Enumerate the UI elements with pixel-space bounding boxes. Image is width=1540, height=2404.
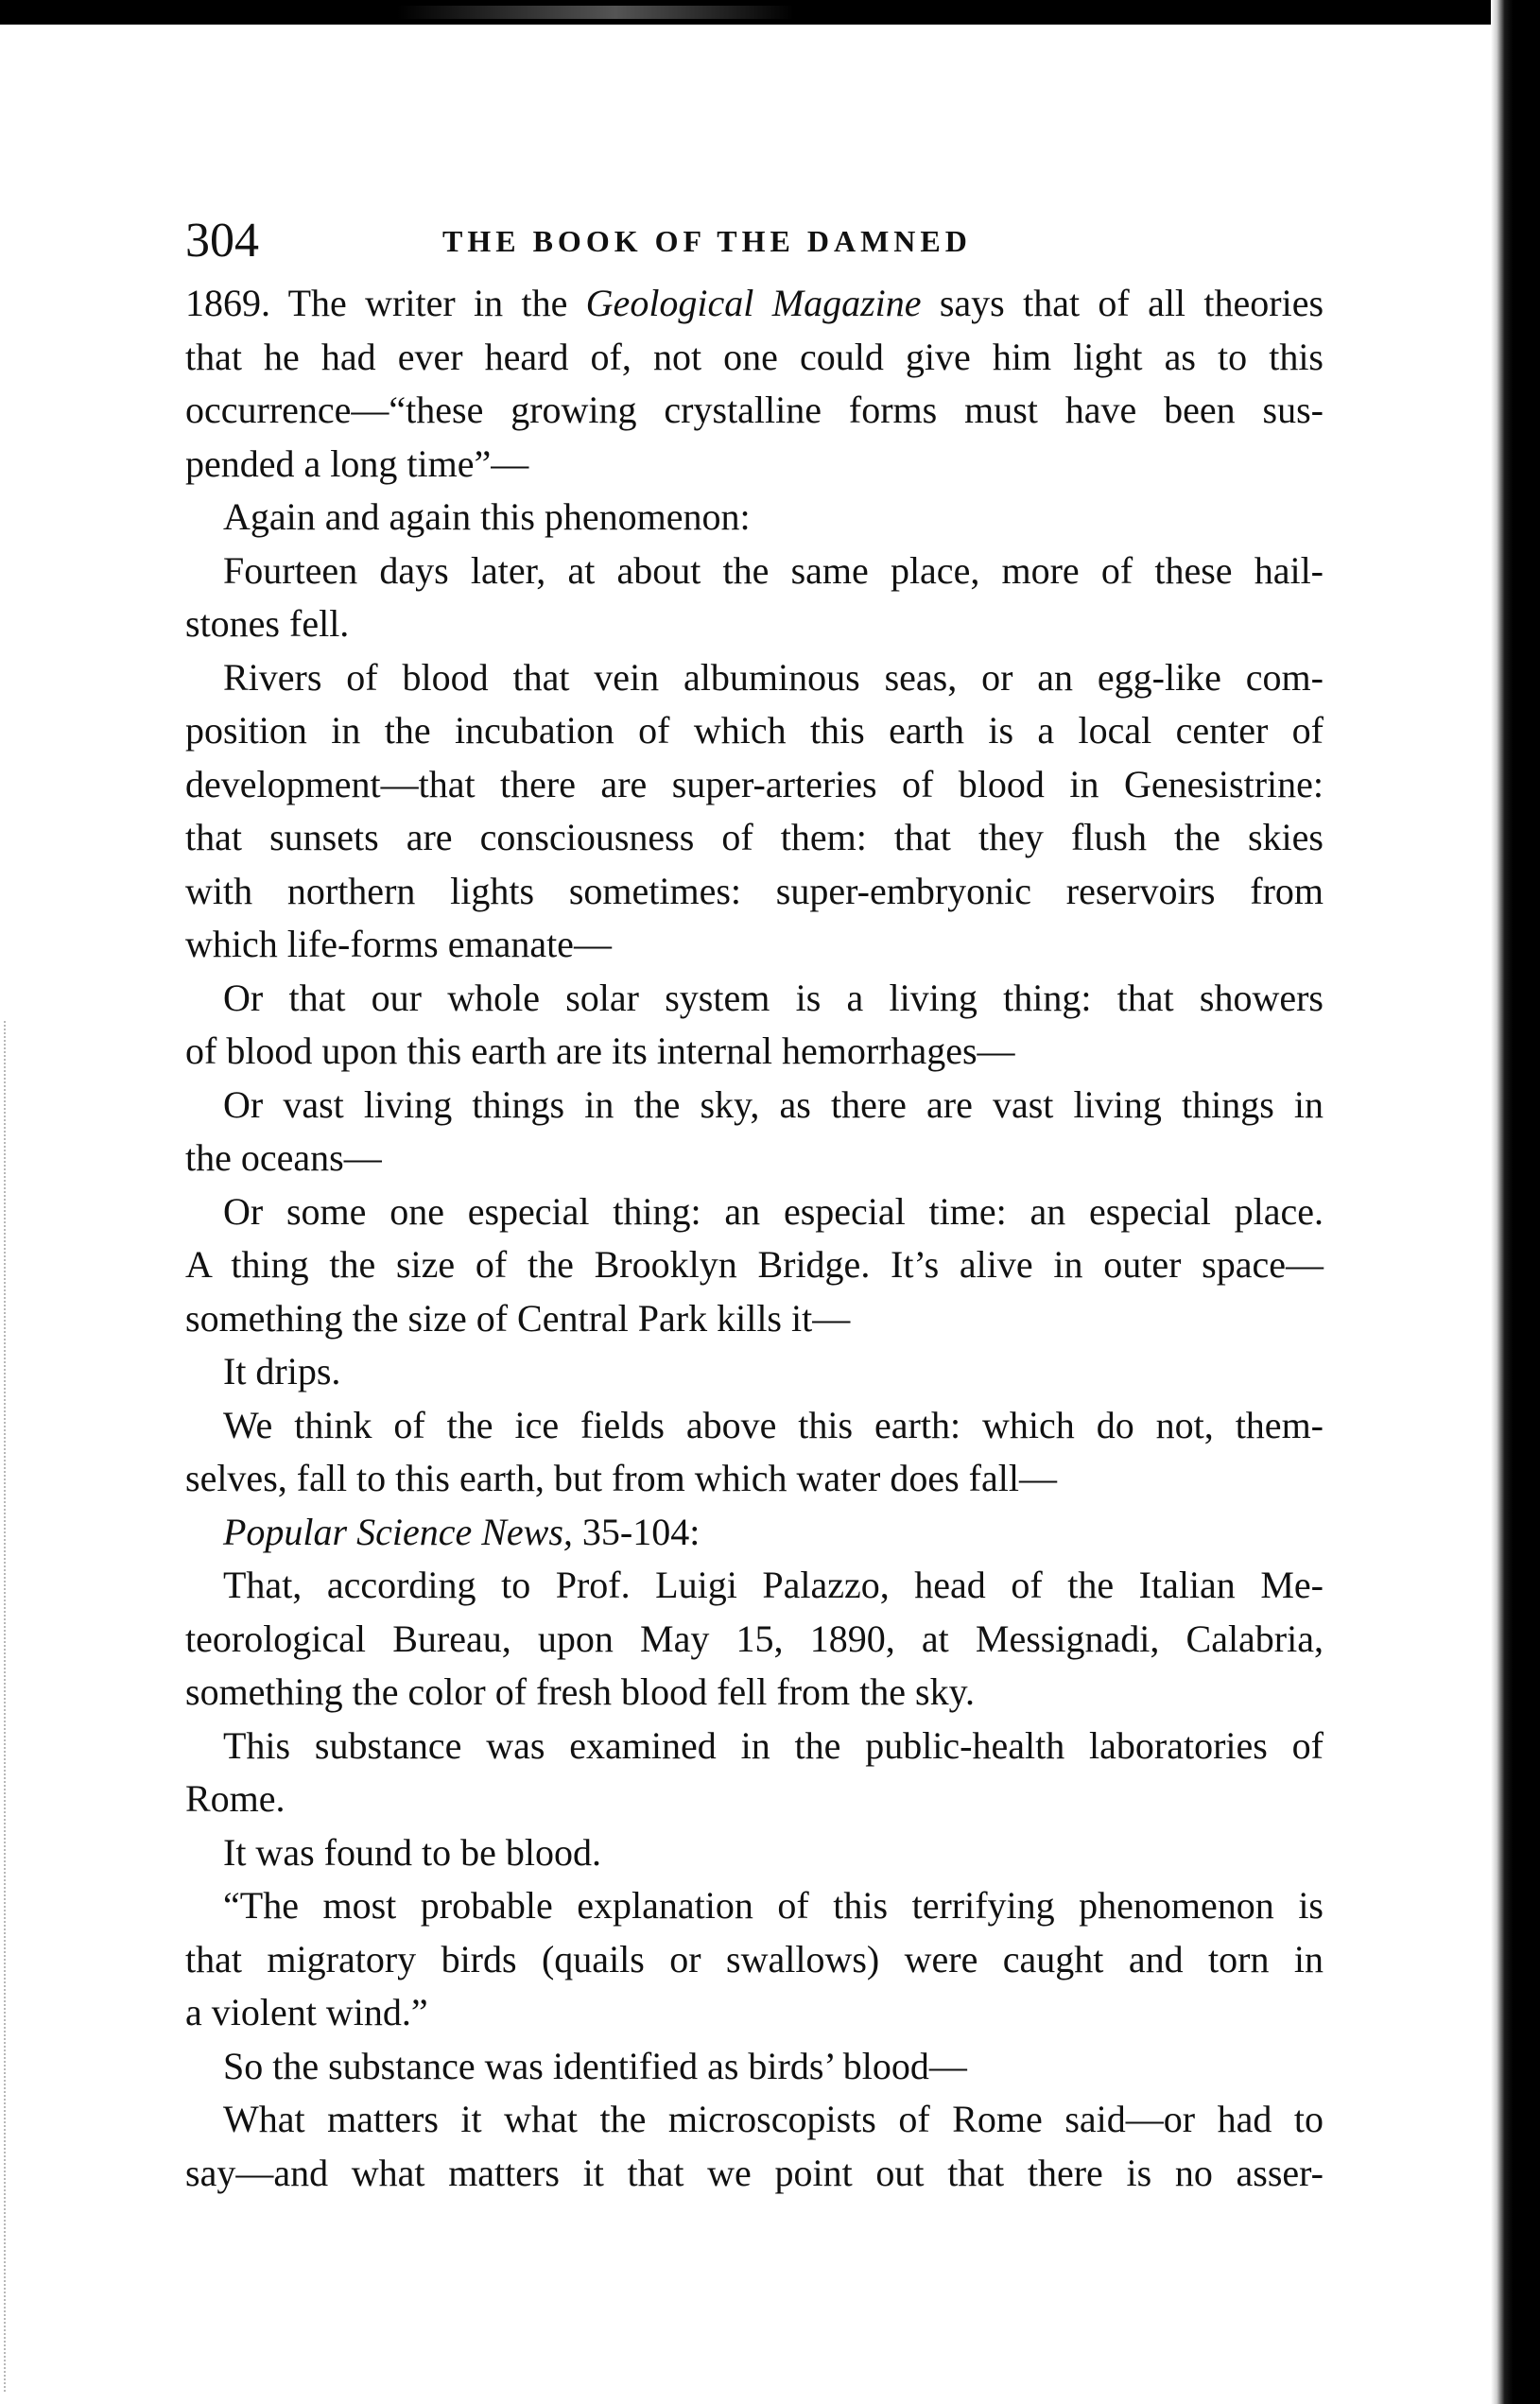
paragraph-2 (185, 491, 1324, 545)
text-line: stones fell. (185, 602, 350, 645)
text-line (185, 277, 1324, 331)
text-line: Rivers of blood that vein albuminous seas, or an egg-like com- (223, 655, 1324, 699)
text-line: We think of the ice fields above this earth: which do not, them- (223, 1403, 1324, 1446)
text-line: of blood upon this earth are its internal hemorrhages— (185, 1029, 1015, 1072)
paragraph-9 (185, 1399, 1324, 1506)
text-line: teorological Bureau, upon May 15, 1890, at Messignadi, Calabria, (185, 1617, 1324, 1660)
scan-left-margin (4, 1021, 8, 2392)
running-title: THE BOOK OF THE DAMNED (442, 224, 972, 258)
text-line: It drips. (223, 1350, 341, 1392)
text-span: 1869. The writer in the (185, 282, 586, 324)
text-line: Fourteen days later, at about the same place, more of these hail- (223, 548, 1324, 592)
text-line: What matters it what the microscopists of Rome said—or had to (223, 2098, 1324, 2140)
paragraph-15 (185, 2040, 1324, 2094)
text-line: which life-forms emanate— (185, 923, 612, 965)
text-line: selves, fall to this earth, but from which water does fall— (185, 1457, 1057, 1499)
paragraph-10 (185, 1506, 1324, 1560)
paragraph-1 (185, 277, 1324, 491)
scan-right-edge (1491, 0, 1540, 2404)
text-span: says that of all theories (921, 282, 1324, 324)
text-line: something the size of Central Park kills it— (185, 1296, 851, 1340)
citation-reference: 35-104: (572, 1510, 701, 1553)
paragraph-12 (185, 1720, 1324, 1826)
text-line: with northern lights sometimes: super-embryonic reservoirs from (185, 869, 1324, 912)
scan-top-edge-smudge (397, 6, 794, 19)
text-line: occurrence—“these growing crystalline forms must have been sus- (185, 389, 1324, 431)
text-line: position in the incubation of which this earth is a local center of (185, 709, 1324, 752)
text-line: a violent wind.” (185, 1991, 428, 2033)
running-head (185, 203, 1324, 277)
text-line: Again and again this phenomenon: (223, 495, 751, 538)
book-page (185, 203, 1324, 2200)
text-line: That, according to Prof. Luigi Palazzo, head of the Italian Me- (223, 1564, 1324, 1606)
paragraph-3 (185, 545, 1324, 651)
text-line: So the substance was identified as birds’ blood— (223, 2044, 967, 2087)
text-line: Or that our whole solar system is a living thing: that showers (223, 976, 1324, 1019)
citation-geological-magazine: Geological Magazine (585, 282, 922, 324)
citation-popular-science-news: Popular Science News, (223, 1510, 573, 1553)
text-line (185, 1506, 1324, 1560)
paragraph-8 (185, 1345, 1324, 1399)
page-number: 304 (185, 214, 259, 268)
paragraph-11 (185, 1559, 1324, 1720)
text-line: It was found to be blood. (223, 1830, 601, 1874)
paragraph-5 (185, 972, 1324, 1079)
text-line: that he had ever heard of, not one could give him light as to this (185, 335, 1324, 378)
text-line: say—and what matters it that we point out that there is no asser- (185, 2151, 1324, 2194)
text-line: something the color of fresh blood fell from the sky. (185, 1670, 975, 1713)
paragraph-6 (185, 1079, 1324, 1185)
text-line: that migratory birds (quails or swallows) were caught and torn in (185, 1937, 1324, 1980)
paragraph-4 (185, 651, 1324, 972)
text-line: that sunsets are consciousness of them: that they flush the skies (185, 816, 1324, 858)
text-line: “The most probable explanation of this terrifying phenomenon is (223, 1884, 1324, 1927)
text-line: Rome. (185, 1777, 286, 1820)
paragraph-13 (185, 1826, 1324, 1880)
text-line: Or vast living things in the sky, as there are vast living things in (223, 1082, 1324, 1126)
text-line: Or some one especial thing: an especial time: an especial place. (223, 1189, 1324, 1233)
text-line: pended a long time”— (185, 441, 529, 485)
text-line: A thing the size of the Brooklyn Bridge. It’s alive in outer space— (185, 1243, 1324, 1286)
text-line: the oceans— (185, 1136, 382, 1179)
text-line: This substance was examined in the public-health laboratories of (223, 1723, 1324, 1767)
paragraph-7 (185, 1185, 1324, 1346)
paragraph-16 (185, 2093, 1324, 2200)
text-line: development—that there are super-arteries of blood in Genesistrine: (185, 762, 1324, 805)
paragraph-14 (185, 1879, 1324, 2040)
